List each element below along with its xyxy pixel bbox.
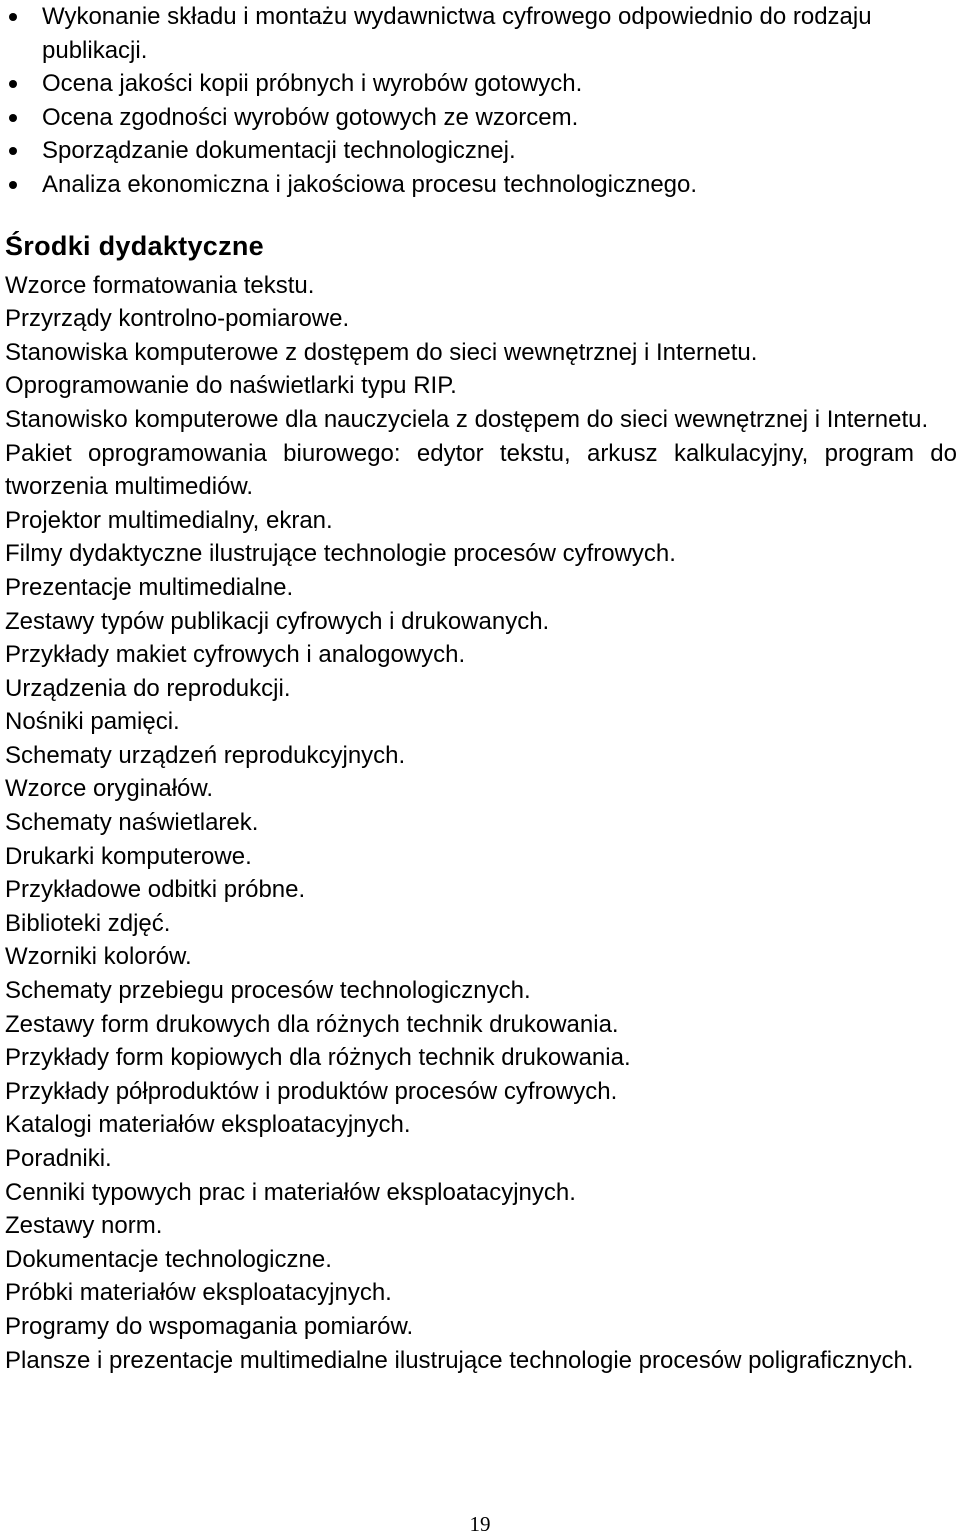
list-item: Zestawy form drukowych dla różnych technik drukowania.: [5, 1010, 619, 1038]
list-item: Cenniki typowych prac i materiałów eksploatacyjnych.: [5, 1178, 576, 1206]
task-bullet-list: [5, 0, 957, 202]
list-item: Schematy przebiegu procesów technologicznych.: [5, 977, 531, 1005]
list-item: Poradniki.: [5, 1145, 112, 1172]
list-item: Schematy naświetlarek.: [5, 809, 259, 837]
list-item: Stanowiska komputerowe z dostępem do sieci wewnętrznej i Internetu.: [5, 338, 758, 366]
list-item: Plansze i prezentacje multimedialne ilustrujące technologie procesów poligraficznych.: [5, 1346, 914, 1374]
list-item: Drukarki komputerowe.: [5, 842, 252, 870]
bullet-text: Ocena jakości kopii próbnych i wyrobów gotowych.: [42, 70, 583, 98]
list-item: Wzorce formatowania tekstu.: [5, 271, 315, 299]
list-item: Nośniki pamięci.: [5, 708, 180, 736]
list-item: Wzorniki kolorów.: [5, 943, 192, 971]
bullet-dot-icon: [9, 114, 17, 122]
list-item: Projektor multimedialny, ekran.: [5, 506, 333, 534]
teaching-aids-list: [5, 269, 957, 1378]
bullet-item: [5, 134, 957, 168]
bullet-dot-icon: [9, 181, 17, 189]
list-item: Zestawy typów publikacji cyfrowych i drukowanych.: [5, 607, 550, 635]
section-heading: Środki dydaktyczne: [5, 230, 264, 261]
list-item: Programy do wspomagania pomiarów.: [5, 1312, 414, 1340]
list-item: Wzorce oryginałów.: [5, 775, 214, 803]
bullet-dot-icon: [9, 147, 17, 155]
bullet-item: [5, 67, 957, 101]
list-item: Urządzenia do reprodukcji.: [5, 674, 291, 702]
bullet-text: Wykonanie składu i montażu wydawnictwa cyfrowego odpowiednio do rodzaju publikacji.: [42, 3, 872, 64]
list-item: Prezentacje multimedialne.: [5, 573, 294, 601]
list-item: Próbki materiałów eksploatacyjnych.: [5, 1279, 392, 1307]
document-page: [5, 0, 957, 1377]
list-item: Oprogramowanie do naświetlarki typu RIP.: [5, 372, 457, 400]
bullet-item: [5, 168, 957, 202]
list-item: Zestawy norm.: [5, 1212, 163, 1240]
bullet-text: Sporządzanie dokumentacji technologicznej.: [42, 137, 516, 165]
list-item: Pakiet oprogramowania biurowego: edytor tekstu, arkusz kalkulacyjny, program do tworzenia multimediów.: [5, 439, 957, 501]
bullet-dot-icon: [9, 13, 17, 21]
list-item: Filmy dydaktyczne ilustrujące technologie procesów cyfrowych.: [5, 540, 676, 568]
list-item: Stanowisko komputerowe dla nauczyciela z dostępem do sieci wewnętrznej i Internetu.: [5, 405, 929, 433]
bullet-item: [5, 0, 957, 67]
bullet-item: [5, 101, 957, 135]
list-item: Dokumentacje technologiczne.: [5, 1245, 332, 1273]
bullet-text: Ocena zgodności wyrobów gotowych ze wzorcem.: [42, 103, 579, 131]
list-item: Schematy urządzeń reprodukcyjnych.: [5, 741, 406, 769]
bullet-text: Analiza ekonomiczna i jakościowa procesu technologicznego.: [42, 170, 698, 198]
page-number: 19: [469, 1512, 491, 1536]
list-item: Biblioteki zdjęć.: [5, 909, 171, 937]
list-item: Przykłady form kopiowych dla różnych technik drukowania.: [5, 1044, 631, 1072]
list-item: Przykłady półproduktów i produktów procesów cyfrowych.: [5, 1077, 618, 1105]
list-item: Przyrządy kontrolno-pomiarowe.: [5, 305, 350, 333]
list-item: Przykłady makiet cyfrowych i analogowych.: [5, 641, 466, 669]
list-item: Katalogi materiałów eksploatacyjnych.: [5, 1111, 411, 1139]
bullet-dot-icon: [9, 80, 17, 88]
list-item: Przykładowe odbitki próbne.: [5, 876, 306, 904]
